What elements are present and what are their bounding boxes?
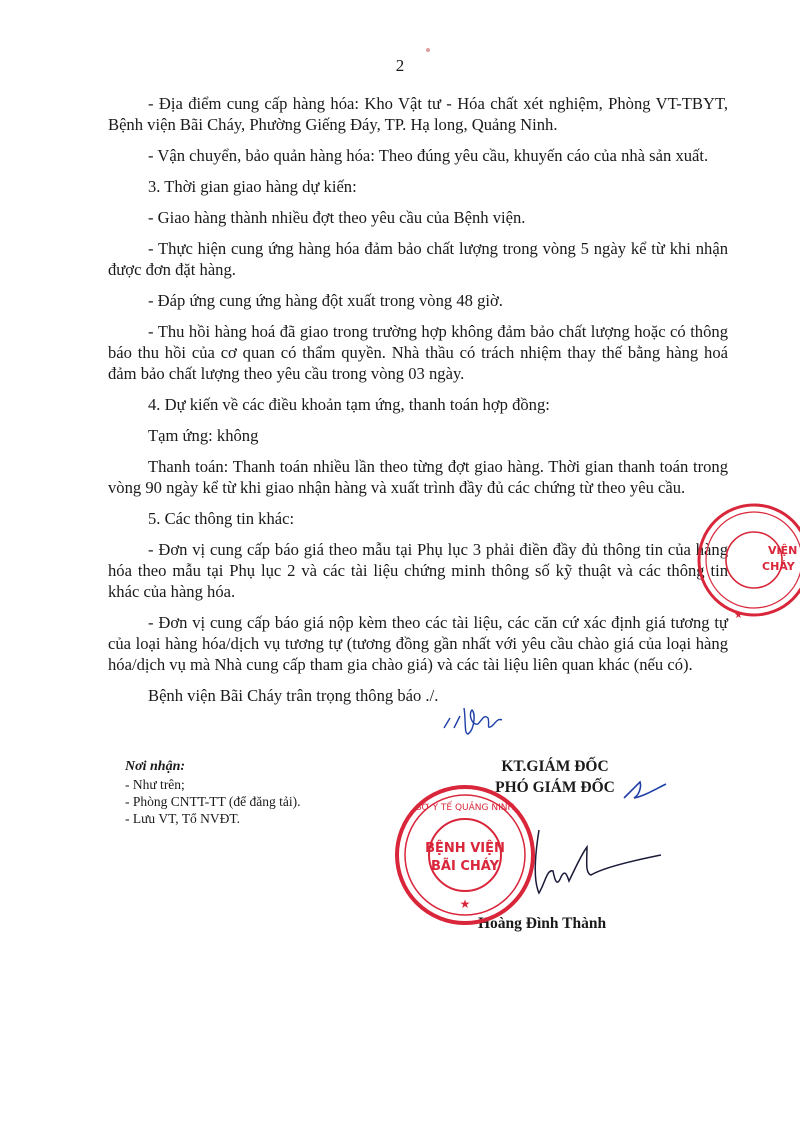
svg-text:SỞ Y TẾ QUẢNG NINH: SỞ Y TẾ QUẢNG NINH: [415, 803, 515, 813]
handwritten-initials: [436, 700, 506, 740]
closing-line: Bệnh viện Bãi Cháy trân trọng thông báo ./.: [148, 686, 439, 705]
svg-text:BÃI CHÁY: BÃI CHÁY: [431, 859, 499, 874]
page-number: 2: [395, 56, 405, 75]
recipient-item: - Lưu VT, Tổ NVĐT.: [125, 811, 241, 826]
blue-check-mark: [620, 778, 670, 803]
recipient-item: - Như trên;: [125, 777, 185, 792]
heading-other-info: 5. Các thông tin khác:: [148, 509, 295, 528]
recipients-block: [125, 758, 300, 827]
paragraph-delivery-location: - Địa điểm cung cấp hàng hóa: Kho Vật tư - Hóa chất xét nghiệm, Phòng VT-TBYT, Bệnh viện Bãi Cháy, Phường Giếng Đáy, TP. Hạ long, Quảng Ninh.: [108, 94, 728, 134]
paragraph-quote-form: - Đơn vị cung cấp báo giá theo mẫu tại Phụ lục 3 phải điền đầy đủ thông tin của hàng hóa theo mẫu tại Phụ lục 2 và các tài liệu chứng minh thông số kỹ thuật và các thông tin khác của hàng hóa.: [108, 540, 728, 601]
paragraph-batches: - Giao hàng thành nhiều đợt theo yêu cầu của Bệnh viện.: [148, 208, 526, 227]
recipients-title: Nơi nhận:: [125, 759, 186, 774]
signer-name: Hoàng Đình Thành: [478, 915, 607, 932]
edge-seal: [676, 498, 800, 628]
signature-line-2: PHÓ GIÁM ĐỐC: [495, 779, 615, 796]
mark-dot: [426, 48, 430, 52]
recipient-item: - Phòng CNTT-TT (để đăng tải).: [125, 794, 301, 809]
svg-text:★: ★: [734, 610, 743, 621]
heading-payment-terms: 4. Dự kiến về các điều khoản tạm ứng, thanh toán hợp đồng:: [148, 395, 550, 414]
paragraph-payment: Thanh toán: Thanh toán nhiều lần theo từng đợt giao hàng. Thời gian thanh toán trong vòng 90 ngày kể từ khi giao nhận hàng và xuất trình đầy đủ các chứng từ theo yêu cầu.: [108, 457, 728, 497]
heading-delivery-time: 3. Thời gian giao hàng dự kiến:: [148, 177, 357, 196]
paragraph-supply-5-days: - Thực hiện cung ứng hàng hóa đảm bảo chất lượng trong vòng 5 ngày kể từ khi nhận được đơn đặt hàng.: [108, 239, 728, 279]
paragraph-recall: - Thu hồi hàng hoá đã giao trong trường hợp không đảm bảo chất lượng hoặc có thông báo thu hồi của cơ quan có thẩm quyền. Nhà thầu có trách nhiệm thay thế bằng hàng hoá đảm bảo chất lượng theo yêu cầu trong vòng 03 ngày.: [108, 322, 728, 383]
signature-scribble: [525, 825, 665, 900]
signature-line-1: KT.GIÁM ĐỐC: [501, 758, 609, 775]
svg-text:★: ★: [459, 897, 471, 911]
svg-text:VIỆN: VIỆN: [768, 544, 798, 557]
paragraph-advance: Tạm ứng: không: [148, 426, 259, 445]
hospital-seal: [390, 780, 540, 930]
paragraph-emergency-48h: - Đáp ứng cung ứng hàng đột xuất trong vòng 48 giờ.: [148, 291, 503, 310]
paragraph-transport: - Vận chuyển, bảo quản hàng hóa: Theo đúng yêu cầu, khuyến cáo của nhà sản xuất.: [148, 146, 709, 165]
paragraph-attachments: - Đơn vị cung cấp báo giá nộp kèm theo các tài liệu, các căn cứ xác định giá tương tự của loại hàng hóa/dịch vụ tương tự (tương đồng gần nhất với yêu cầu chào giá của loại hàng hóa/dịch vụ mà Nhà cung cấp tham gia chào giá) và các tài liệu liên quan khác (nếu có).: [108, 613, 728, 674]
svg-text:CHÁY: CHÁY: [762, 560, 795, 573]
svg-text:BỆNH VIỆN: BỆNH VIỆN: [425, 841, 505, 856]
document-body: [108, 93, 728, 716]
